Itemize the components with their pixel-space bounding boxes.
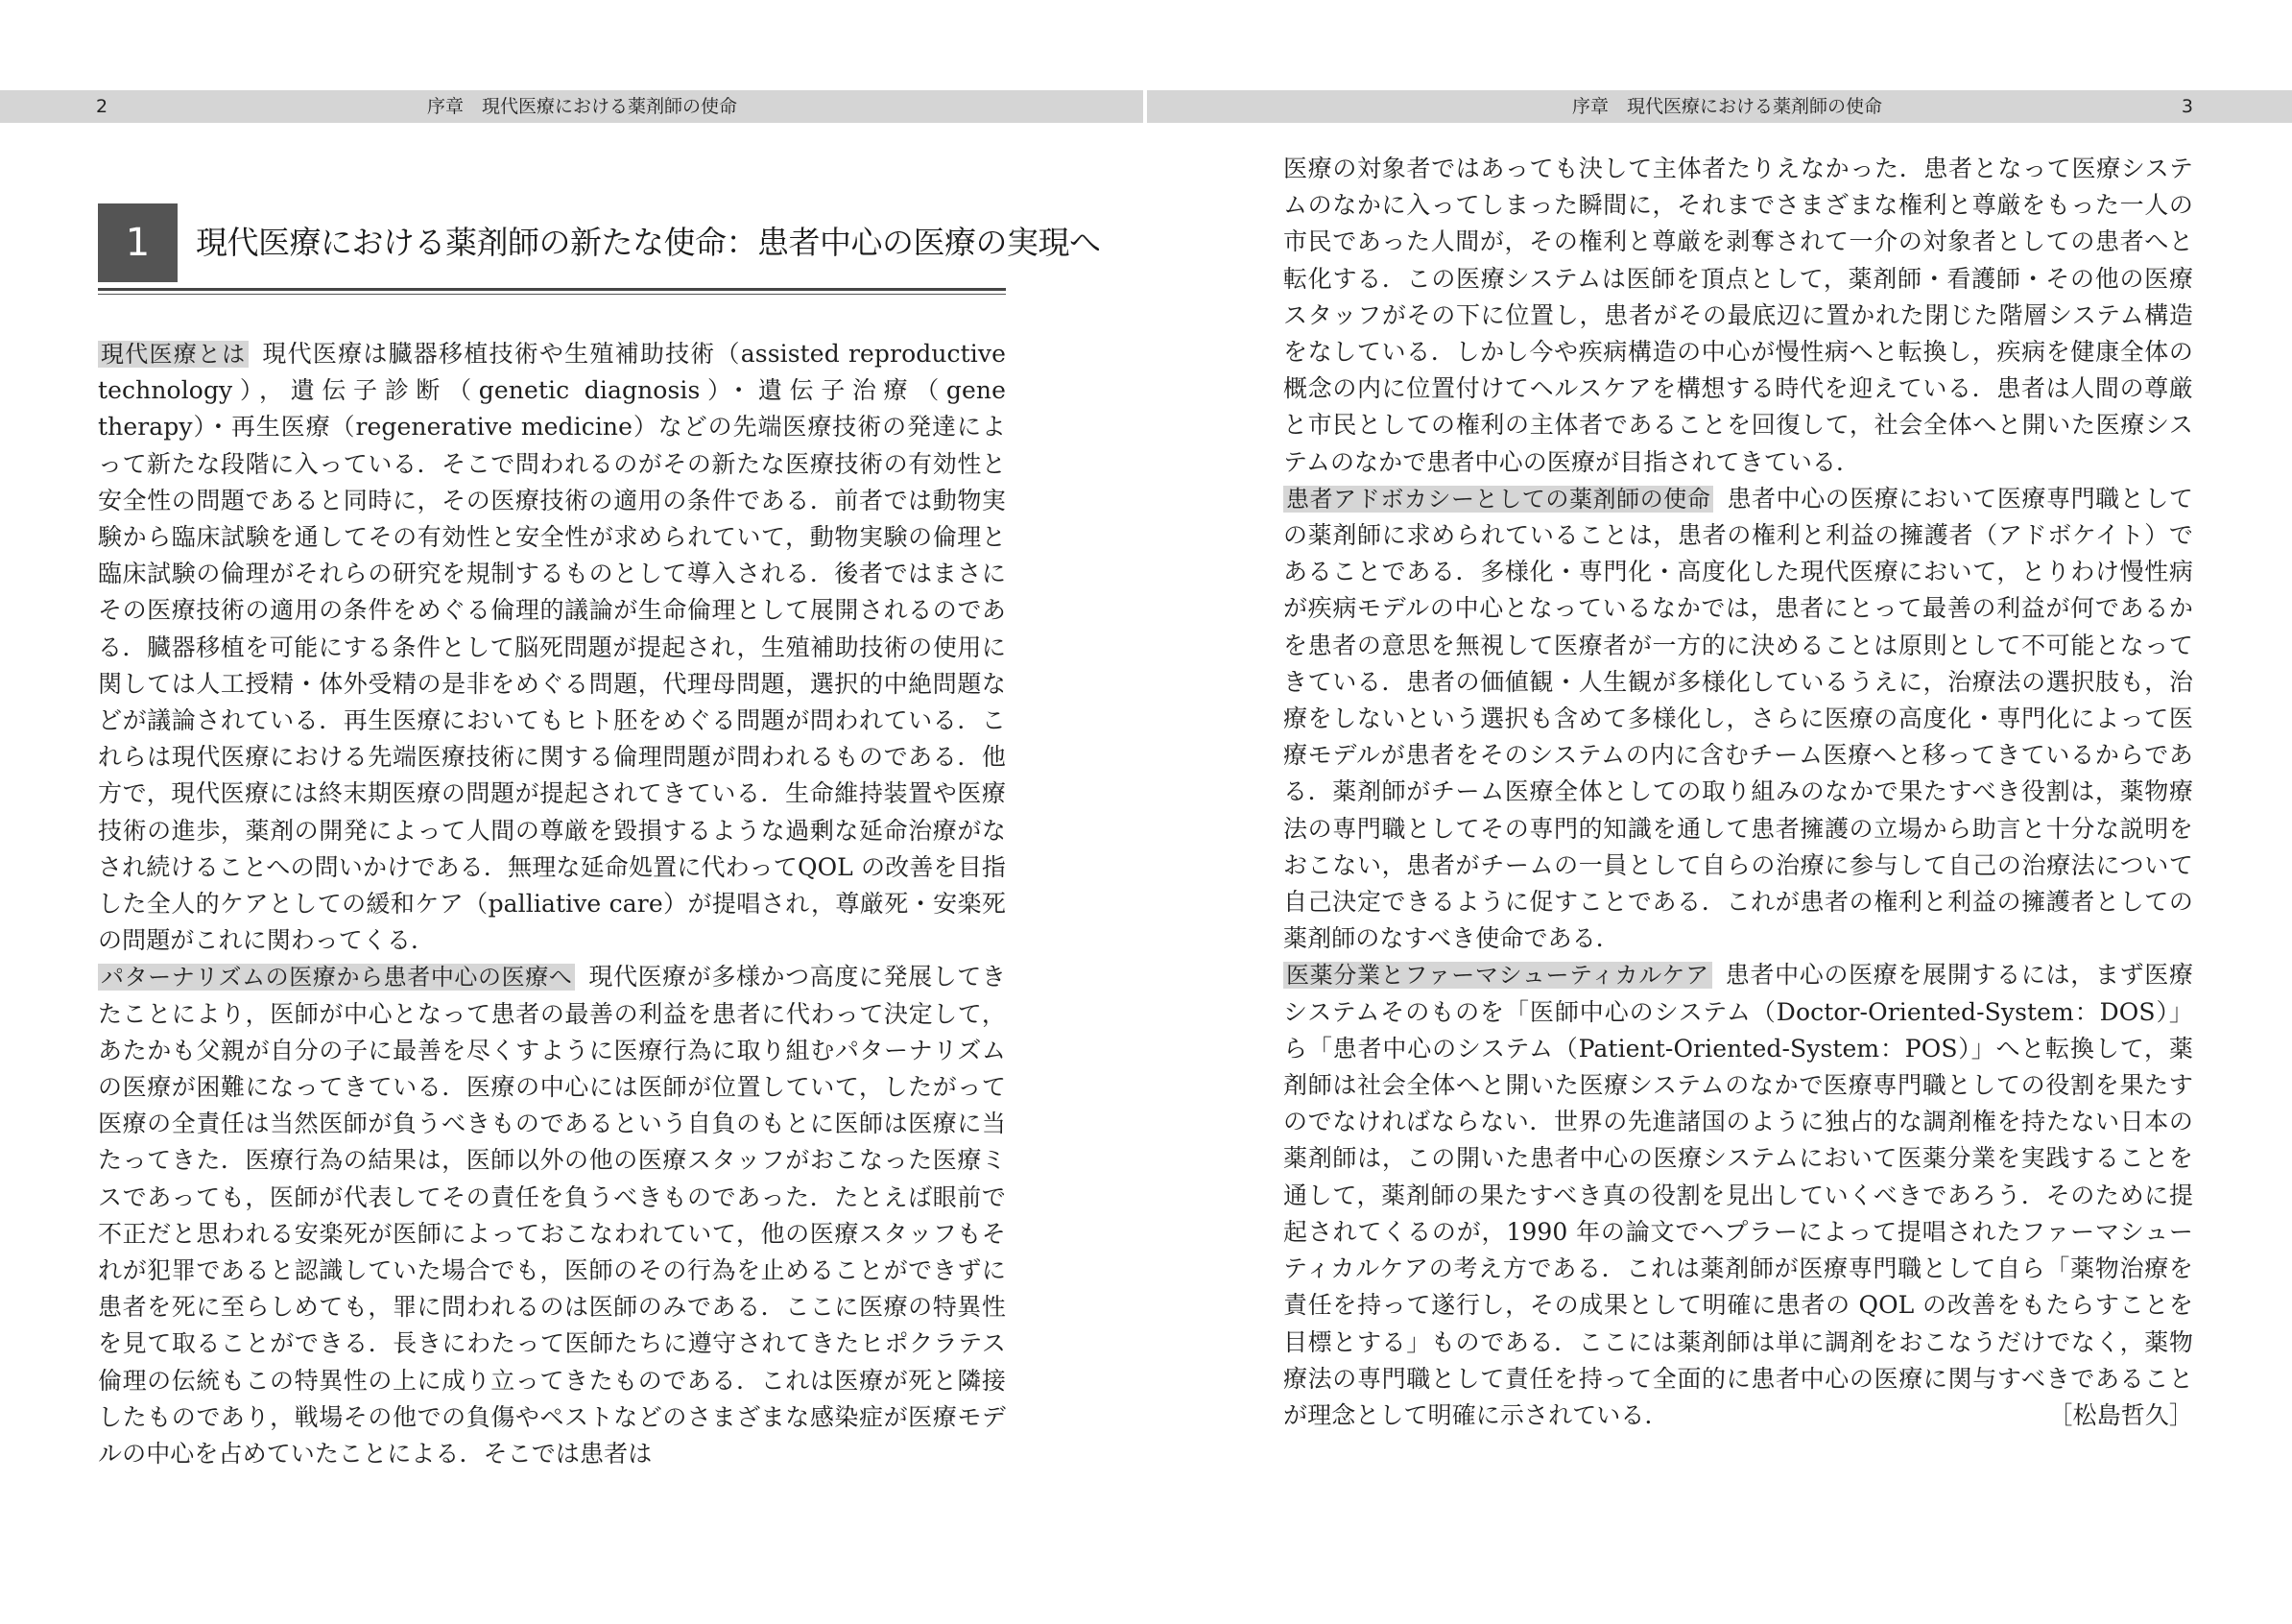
paragraph-heading: パターナリズムの医療から患者中心の医療へ [98, 964, 575, 991]
paragraph-body: 医療の対象者ではあっても決して主体者たりえなかった．患者となって医療システムのなかに入ってしまった瞬間に，それまでさまざまな権利と尊厳をもった一人の市民であった人間が，その権利と尊厳を剥奪されて一介の対象者としての患者へと転化する．この医療システムは医師を頂点として，薬剤師・看護師・その他の医療スタッフがその下に位置し，患者がその最底辺に置かれた閉じた階層システム構造をなしている．しかし今や疾病構造の中心が慢性病へと転換し，疾病を健康全体の概念の内に位置付けてヘルスケアを構想する時代を迎えている．患者は人間の尊厳と市民としての権利の主体者であることを回復して，社会全体へと開いた医療システムのなかで患者中心の医療が目指されてきている． [1283, 155, 2193, 476]
left-page-header [0, 90, 1143, 123]
section-title: 現代医療における薬剤師の新たな使命：患者中心の医療の実現へ [196, 224, 1101, 261]
author-signature: ［松島哲久］ [2048, 1400, 2193, 1429]
section-number-badge: 1 [98, 203, 178, 282]
paragraph-continued [1283, 151, 2193, 481]
paragraph-body: 現代医療が多様かつ高度に発展してきたことにより，医師が中心となって患者の最善の利益を患者に代わって決定して，あたかも父親が自分の子に最善を尽くすように医療行為に取り組むパターナリズムの医療が困難になってきている．医療の中心には医師が位置していて，したがって医療の全責任は当然医師が負うべきものであるという自負のもとに医師は医療に当たってきた．医療行為の結果は，医師以外の他の医療スタッフがおこなった医療ミスであっても，医師が代表してその責任を負うべきものであった．たとえば眼前で不正だと思われる安楽死が医師によっておこなわれていて，他の医療スタッフもそれが犯罪であると認識していた場合でも，医師のその行為を止めることができずに患者を死に至らしめても，罪に問われるのは医師のみである．ここに医療の特異性を見て取ることができる．長きにわたって医師たちに遵守されてきたヒポクラテス倫理の伝統もこの特異性の上に成り立ってきたものである．これは医療が死と隣接したものであり，戦場その他での負傷やペストなどのさまざまな感染症が医療モデルの中心を占めていたことによる．そこでは患者は [98, 963, 1006, 1469]
left-running-title: 序章 現代医療における薬剤師の使命 [427, 96, 738, 117]
paragraph-body: 現代医療は臓器移植技術や生殖補助技術（assisted reproductive technology），遺伝子診断（genetic diagnosis）・遺伝子治療（gene therapy）・再生医療（regenerative medicine）などの先端医療技術の発達によって新たな段階に入っている．そこで問われるのがその新たな医療技術の有効性と安全性の問題であると同時に，その医療技術の適用の条件である．前者では動物実験から臨床試験を通してその有効性と安全性が求められていて，動物実験の倫理と臨床試験の倫理がそれらの研究を規制するものとして導入される．後者ではまさにその医療技術の適用の条件をめぐる倫理的議論が生命倫理として展開されるのである．臓器移植を可能にする条件として脳死問題が提起され，生殖補助技術の使用に関しては人工授精・体外受精の是非をめぐる問題，代理母問題，選択的中絶問題などが議論されている．再生医療においてもヒト胚をめぐる問題が問われている．これらは現代医療における先端医療技術に関する倫理問題が問われるものである．他方で，現代医療には終末期医療の問題が提起されてきている．生命維持装置や医療技術の進歩，薬剤の開発によって人間の尊厳を毀損するような過剰な延命治療がなされ続けることへの問いかけである．無理な延命処置に代わってQOL の改善を目指した全人的ケアとしての緩和ケア（palliative care）が提唱され，尊厳死・安楽死の問題がこれに関わってくる． [98, 340, 1006, 955]
paragraph-body: 患者中心の医療を展開するには，まず医療システムそのものを「医師中心のシステム（Doctor-Oriented-System：DOS）」ら「患者中心のシステム（Patient-Oriented-System：POS）」へと転換して，薬剤師は社会全体へと開いた医療システムのなかで医療専門職としての役割を果たすのでなければならない．世界の先進諸国のように独占的な調剤権を持たない日本の薬剤師は，この開いた患者中心の医療システムにおいて医薬分業を実践することを通して，薬剤師の果たすべき真の役割を見出していくべきであろう．そのために提起されてくるのが，1990 年の論文でヘプラーによって提唱されたファーマシューティカルケアの考え方である．これは薬剤師が医療専門職として自ら「薬物治療を責任を持って遂行し，その成果として明確に患者の QOL の改善をもたらすことを目標とする」ものである．ここには薬剤師は単に調剤をおこなうだけでなく，薬物療法の専門職として責任を持って全面的に患者中心の医療に関与すべきであることが理念として明確に示されている． [1283, 961, 2193, 1429]
right-running-title: 序章 現代医療における薬剤師の使命 [1572, 96, 1883, 117]
right-page-number: 3 [2181, 96, 2193, 117]
left-column [98, 336, 1006, 1472]
paragraph-heading: 医薬分業とファーマシューティカルケア [1283, 962, 1712, 989]
section-heading [96, 203, 1101, 282]
paragraph-pharmaceutical-care [1283, 957, 2193, 1434]
paragraph-paternalism [98, 959, 1006, 1472]
paragraph-heading: 患者アドボカシーとしての薬剤師の使命 [1283, 486, 1713, 513]
section-rule-thin [98, 294, 1006, 295]
paragraph-modern-medicine [98, 336, 1006, 959]
paragraph-body: 患者中心の医療において医療専門職としての薬剤師に求められていることは，患者の権利と利益の擁護者（アドボケイト）であることである．多様化・専門化・高度化した現代医療において，とりわけ慢性病が疾病モデルの中心となっているなかでは，患者にとって最善の利益が何であるかを患者の意思を無視して医療者が一方的に決めることは原則として不可能となってきている．患者の価値観・人生観が多様化しているうえに，治療法の選択肢も，治療をしないという選択も含めて多様化し，さらに医療の高度化・専門化によって医療モデルが患者をそのシステムの内に含むチーム医療へと移ってきているからである．薬剤師がチーム医療全体としての取り組みのなかで果たすべき役割は，薬物療法の専門職としてその専門的知識を通して患者擁護の立場から助言と十分な説明をおこない，患者がチームの一員として自らの治療に参与して自己の治療法について自己決定できるように促すことである．これが患者の権利と利益の擁護者としての薬剤師のなすべき使命である． [1283, 484, 2193, 953]
section-rule-thick [98, 288, 1006, 291]
left-page-number: 2 [96, 96, 108, 117]
paragraph-patient-advocacy [1283, 481, 2193, 958]
paragraph-heading: 現代医療とは [98, 341, 249, 368]
right-page-header [1147, 90, 2292, 123]
right-column [1283, 151, 2193, 1434]
